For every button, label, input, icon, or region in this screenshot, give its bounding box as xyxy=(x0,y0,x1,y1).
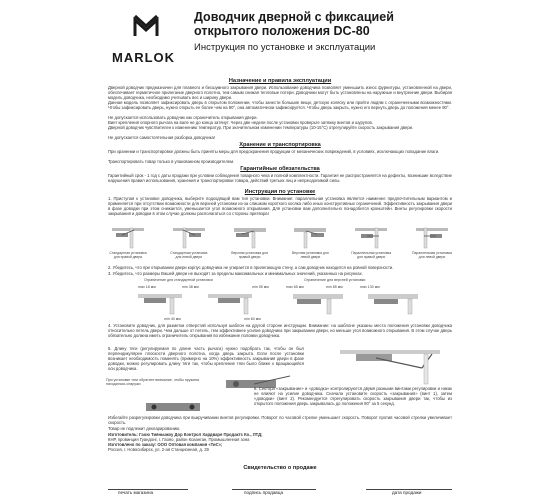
page-subtitle: Инструкция по установке и эксплуатации xyxy=(194,42,376,53)
diagram-top-left xyxy=(290,226,330,259)
adjustment-screws-icon xyxy=(144,400,204,414)
step-4: 4. Установите доводчик, для разметки отверстий используя шаблон на другой стороне инструкции. Внимание: на шаблоне указаны места положения установки доводчика относительно петель двери. Чем дальше от петель, тем эффективнее усилие доводчика при закрывании двери, но меньше угол возможного открывания. В этом случае дверь обязательно должна иметь ограничитель открывания во избежание поломки доводчика. xyxy=(108,323,452,339)
manufacturer-line-3: Изготовлено по заказу: ООО Оптовая компания «ТиС»; xyxy=(108,442,223,447)
install-heading: Инструкция по установке xyxy=(244,189,316,195)
storage-paragraph-1: При хранении и транспортировке должны быть приняты меры для предохранения продукции от механических повреждений, в условиях, исключающих попадание влаги. xyxy=(108,149,440,154)
page-title: Доводчик дверной с фиксацией открытого положения DC-80 xyxy=(194,10,394,38)
diagram-standard-left xyxy=(169,226,209,259)
diagram-parallel-right xyxy=(351,226,391,259)
warranty-heading: Гарантийные обязательства xyxy=(240,166,320,172)
measure-diagram-3 xyxy=(289,290,349,316)
install-paragraph: 1. Приступая к установке доводчика, выберите подходящий вам тип установки. Внимание: параллельная установка является наименее предпочтительным вариантом и применяется при отсутствии возможности для верхней установки из-за слишком короткого косяка либо иных конструктивных ограничений. Эффективность закрывания двери в фазе доводки при этом снижается, уменьшается угол возможного открывания. Для установки вам дополнительно понадобится кронштейн. Винты регулировки скорости закрывания и доводки в этом случае должны располагаться со стороны притвора! xyxy=(108,196,452,217)
measure-label: min 60 мм xyxy=(244,317,261,321)
diagram-caption: Параллельная установка для правой двери xyxy=(351,251,392,259)
measure-label: min 55 мм xyxy=(252,285,269,289)
certification-note: Товар не подлежит декларированию. xyxy=(108,426,181,431)
diagram-caption: Стандартная установка для правой двери xyxy=(109,251,147,259)
diagram-caption: Параллельная установка для левой двери xyxy=(412,251,452,259)
diagram-caption: Верхняя установка для правой двери xyxy=(231,251,268,259)
door-closer-parallel-left-icon xyxy=(414,226,450,250)
door-closer-parallel-right-icon xyxy=(353,226,389,250)
door-closer-top-left-icon xyxy=(292,226,328,250)
diagram-parallel-left xyxy=(412,226,452,259)
door-frame-measure-icon xyxy=(289,290,349,316)
step-6: 6. Сектора «закрывание» и «доводка» контролируются двумя разными винтами регулировки и никак не влияют на усилие доводчика. Сначала установите скорость «закрывания» (винт 1), затем «доводки» (винт 2). Рекомендуется отрегулировать скорость закрывания двери так, чтобы из открытого положения дверь закрывалась до положения 90° за 5 секунд. xyxy=(254,386,452,407)
adjust-note: Избегайте разрегулировки доводчика при выкручивании винтов регулировки. Поворот по часовой стрелке уменьшает скорость. Поворот против часовой стрелки увеличивает скорость. xyxy=(108,415,452,426)
date-label: дата продажи xyxy=(392,490,422,495)
manufacturer-line-4: Россия, г. Новосибирск, ул. 2-ая Станционная, д. 29 xyxy=(108,447,209,452)
purpose-paragraph-1: Дверной доводчик предназначен для плавного и бесшумного закрывания двери. Использование доводчика позволяет уменьшить износ фурнитуры, установленной на двери, обеспечивает герметичное прилегание дверного полотна, тем самым снижая тепловые потери. Доводчики могут быть установлены на наружные и внутренние двери. Выбирая модель доводчика, необходимо учитывать вес и ширину двери. xyxy=(108,85,452,101)
brand-name: MARLOK xyxy=(112,50,176,65)
brand-logo xyxy=(110,12,180,68)
arm-note: При установке тяги обратите внимание, чтобы пружина находилась снаружи xyxy=(106,378,199,386)
door-frame-measure-icon xyxy=(364,290,424,316)
installation-diagrams xyxy=(108,226,452,259)
sale-heading: Свидетельство о продаже xyxy=(243,465,317,471)
step-2: 2. Убедитесь, что при открывании двери корпус доводчика не упирается в прилегающую стену, а сам доводчик находится на ровной поверхности. xyxy=(108,265,394,270)
door-frame-measure-icon xyxy=(134,290,194,316)
measure-diagram-4 xyxy=(364,290,424,316)
purpose-heading: Назначение и правила эксплуатации xyxy=(228,78,332,84)
storage-paragraph-2: Транспортировать товар только в упакованном производителем. xyxy=(108,159,235,164)
purpose-paragraph-5: Дверной доводчик чувствителен к изменению температур. При значительном изменении температуры (10-15°С) отрегулируйте скорость закрывания двери. xyxy=(108,125,414,130)
measurement-diagrams xyxy=(134,290,434,316)
door-closer-arm-icon xyxy=(336,346,448,388)
diagram-caption: Стандартная установка для левой двери xyxy=(170,251,208,259)
purpose-paragraph-6: Не допускается самостоятельная разборка доводчика! xyxy=(108,135,216,140)
warranty-paragraph: Гарантийный срок - 1 год с даты продажи при условии соблюдения товарного чека и полной комплектности. Гарантия не распространяется на дефекты, возникшие вследствие нарушения правил использования, хранения и транспортировки товара, действий третьих лиц и непреодолимой силы. xyxy=(108,173,452,184)
stamp-label: печать магазина xyxy=(118,490,154,495)
measure-label: min 40 мм xyxy=(164,317,181,321)
measure-diagram-2 xyxy=(204,290,264,316)
limits-label-top: Ограничение для верхней установки xyxy=(304,278,366,282)
door-closer-standard-right-icon xyxy=(110,226,146,250)
measure-label: min 85 мм xyxy=(326,285,343,289)
diagram-caption: Верхняя установка для левой двери xyxy=(292,251,329,259)
manufacturer-line-1: Изготовитель: Гаою Тияньчжоу Дор Контрол Хардваре Продактс Ко., ЛТД; xyxy=(108,432,263,437)
measure-label: max 65 мм xyxy=(286,285,304,289)
diagram-top-right xyxy=(230,226,270,259)
limits-label-standard: Ограничение для стандартной установки xyxy=(144,278,213,282)
marlok-logo-icon xyxy=(132,12,160,40)
measure-label: max 130 мм xyxy=(360,285,380,289)
purpose-paragraph-3: Не допускается использовать доводчик как ограничитель открывания двери. xyxy=(108,115,258,120)
door-closer-standard-left-icon xyxy=(171,226,207,250)
purpose-paragraph-2: Данная модель позволяет зафиксировать дверь в открытом положении, чтобы занести большие вещи, детскую коляску или пройти людям с ограниченными возможностями. Чтобы зафиксировать дверь, нужно открыть ее более чем на 90°, она автоматически зафиксируется. Чтобы дверь закрыть, нужно его вернуть дверь до положения менее 90°. xyxy=(108,100,452,111)
header xyxy=(104,4,456,76)
signature-label: подпись продавца xyxy=(244,490,283,495)
measure-diagram-1 xyxy=(134,290,194,316)
diagram-standard-right xyxy=(108,226,148,259)
storage-heading: Хранение и транспортировка xyxy=(239,142,321,148)
instruction-sheet xyxy=(104,4,456,500)
measure-label: max 18 мм xyxy=(138,285,156,289)
step-3: 3. Убедитесь, что размеры Вашей двери не выходят за пределы максимальных и минимальных значений, указанных на рисунках. xyxy=(108,271,363,276)
door-frame-measure-icon xyxy=(204,290,264,316)
measure-label: min 38 мм xyxy=(182,285,199,289)
door-closer-top-right-icon xyxy=(232,226,268,250)
step-5: 5. Длину тяги (регулируемая по длине часть рычага) нужно подобрать так, чтобы он был перпендикулярен плоскости дверного полотна, когда дверь закрыта. Если после установки возникает необходимость поменять (примерно на 10%) эффективность закрывания двери в фазе доводки, можно регулировать длину тяги так, чтобы крепление тяги было ближе к вращающейся оси доводчика. xyxy=(108,346,304,372)
manufacturer-line-2: КНР, провинция Гуандонг, г. Гаояо, район Ксианган, Промышленная зона xyxy=(108,437,250,442)
purpose-paragraph-4: Винт крепления опорного рычага на вале не до конца затянут. Через две недели после установки проверьте затяжку винтов и шурупов. xyxy=(108,120,373,125)
